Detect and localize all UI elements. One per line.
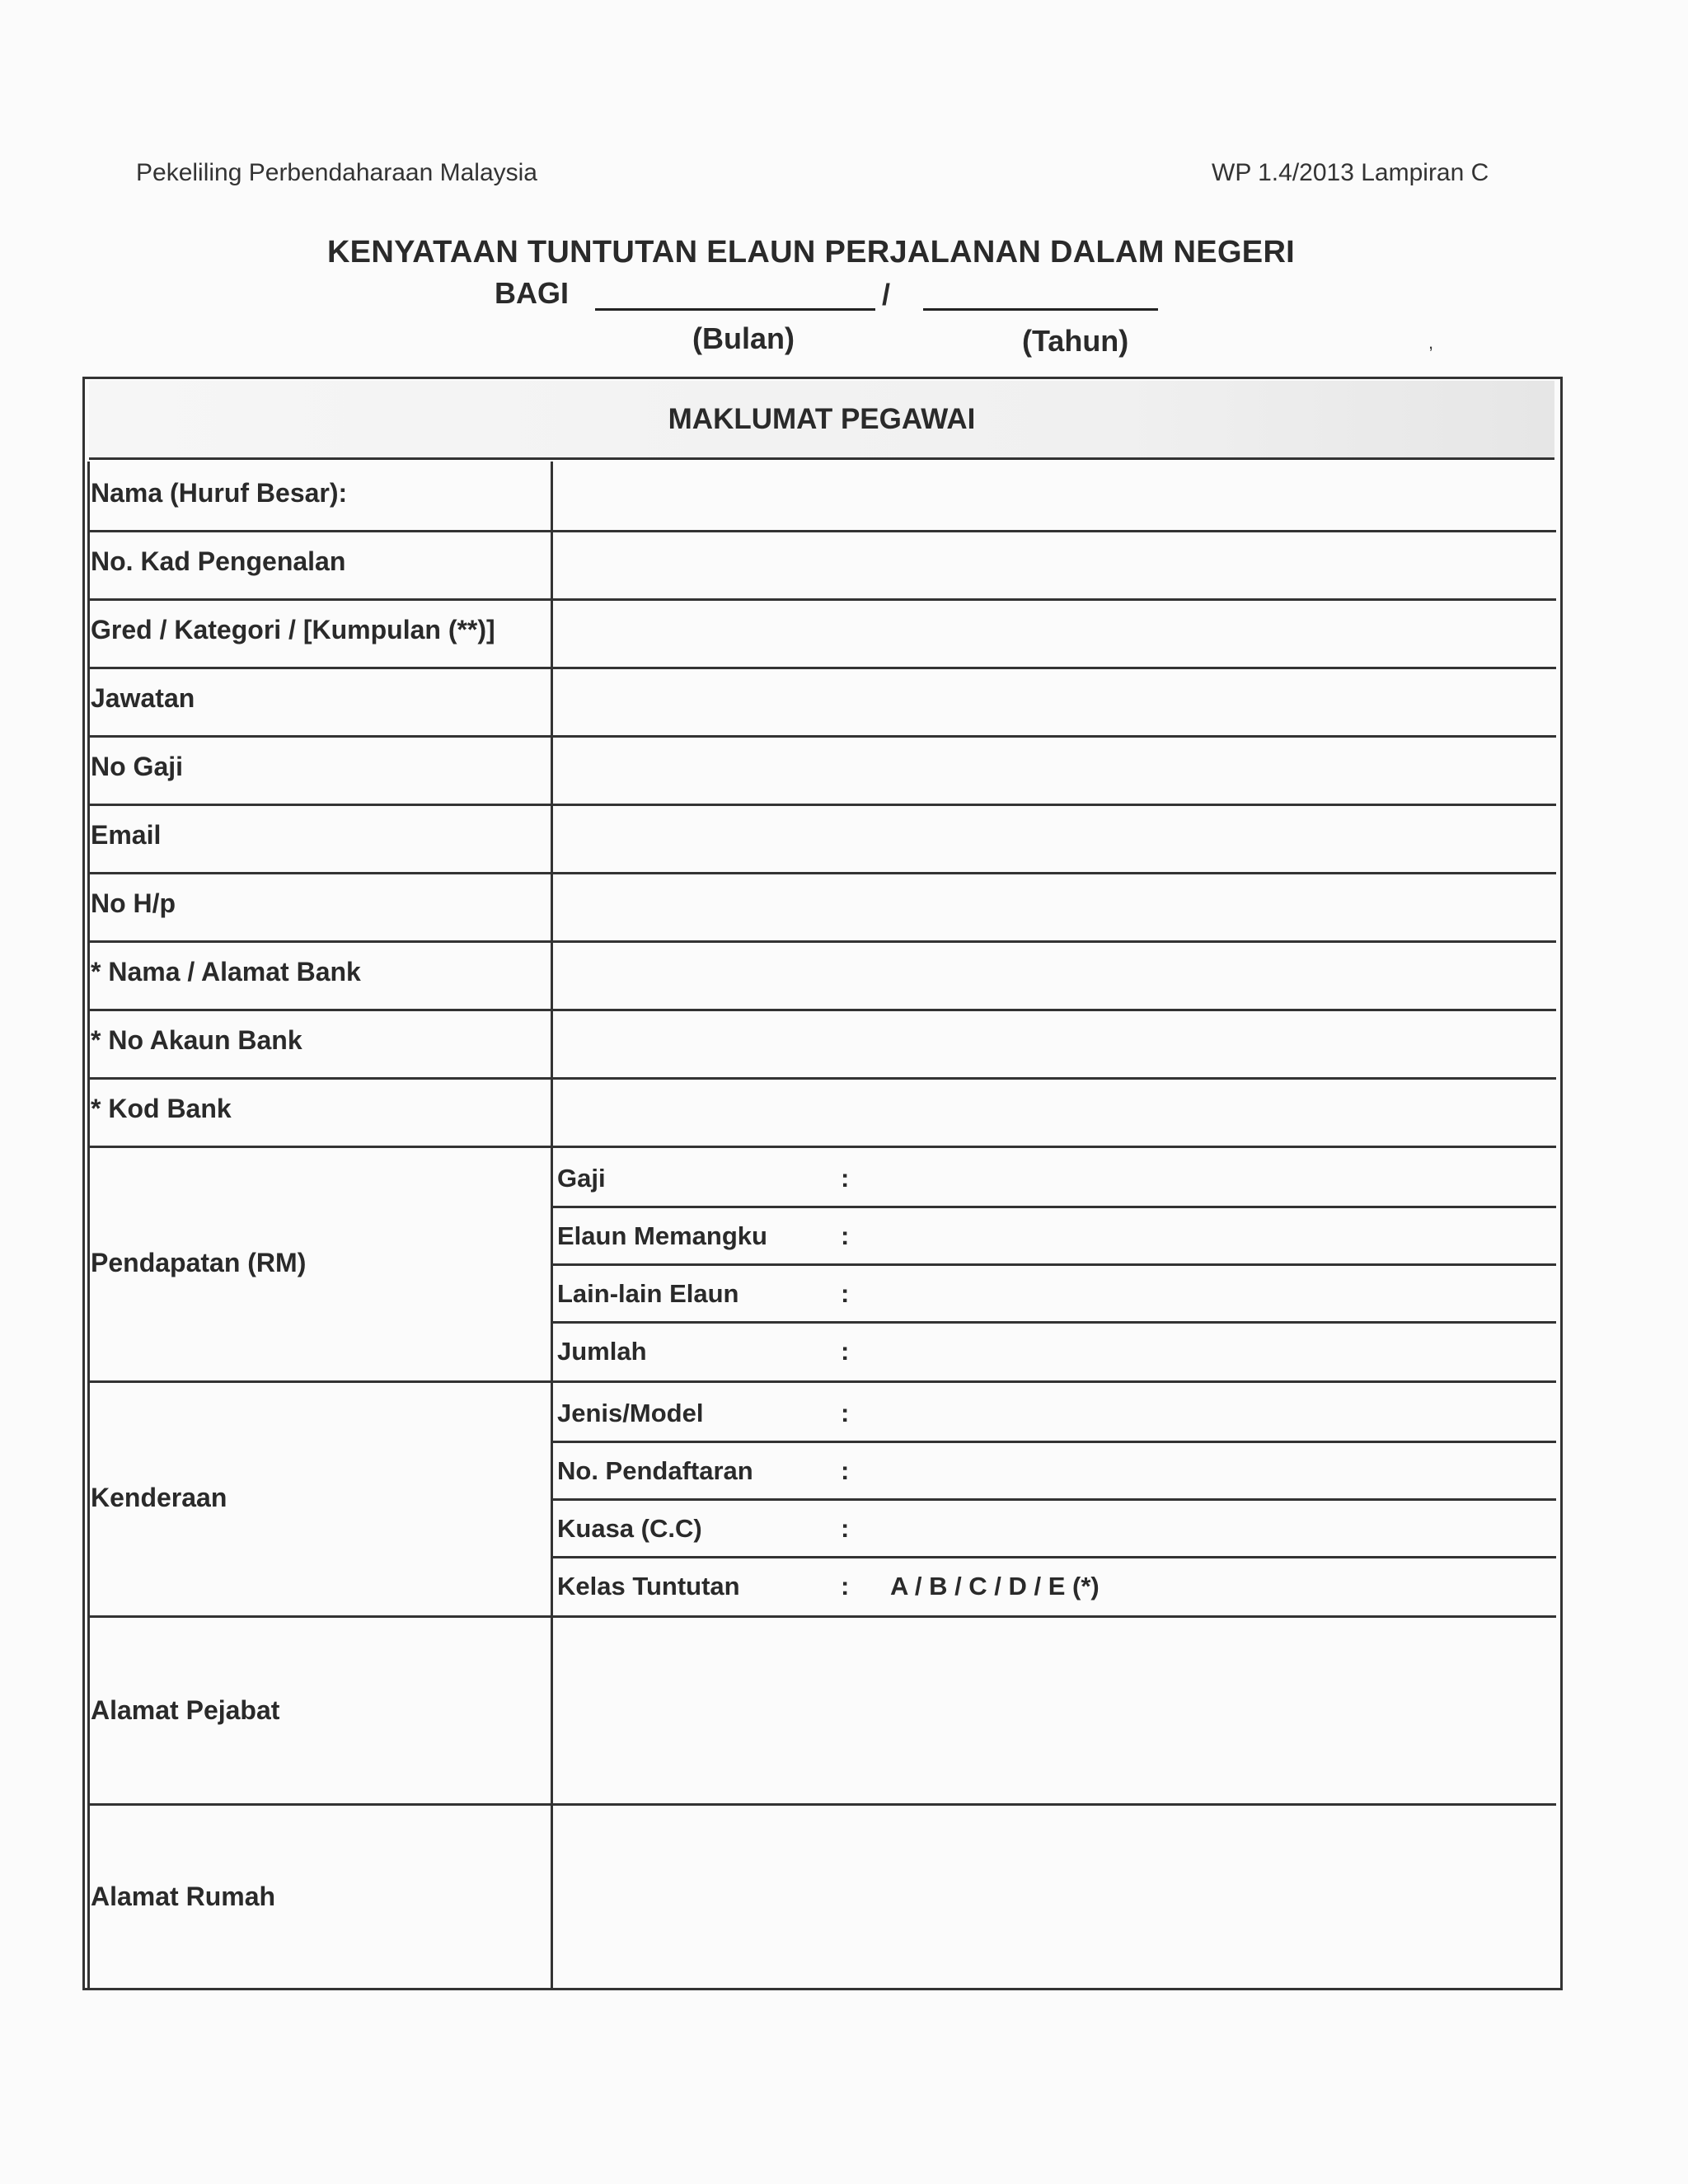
field-lain-lain-elaun[interactable]	[861, 1266, 1554, 1319]
tahun-field[interactable]	[923, 308, 1158, 311]
block-divider	[87, 1380, 1556, 1383]
inner-left-border	[87, 462, 90, 1988]
bagi-label: BAGI	[495, 276, 569, 310]
label-alamat-rumah: Alamat Rumah	[91, 1882, 276, 1911]
label-gaji: Gaji	[557, 1164, 606, 1193]
label-jawatan: Jawatan	[91, 683, 195, 713]
column-divider	[551, 462, 553, 1988]
label-nama-alamat-bank: * Nama / Alamat Bank	[91, 957, 361, 987]
label-kod-bank: * Kod Bank	[91, 1094, 232, 1123]
form-title-text: KENYATAAN TUNTUTAN ELAUN PERJALANAN DALAM NEGERI	[326, 235, 1296, 269]
field-kuasa-cc[interactable]	[861, 1501, 1554, 1554]
document-reference: WP 1.4/2013 Lampiran C	[1212, 159, 1489, 186]
stray-mark: ,	[1428, 332, 1434, 353]
block-divider	[87, 1615, 1556, 1618]
bulan-label: (Bulan)	[692, 321, 795, 355]
field-jawatan[interactable]	[554, 669, 1554, 733]
colon: :	[841, 1279, 850, 1308]
label-no-akaun-bank: * No Akaun Bank	[91, 1025, 302, 1055]
colon: :	[841, 1514, 850, 1543]
label-email: Email	[91, 820, 162, 850]
label-no-pendaftaran: No. Pendaftaran	[557, 1456, 753, 1485]
field-elaun-memangku[interactable]	[861, 1208, 1554, 1262]
field-no-akaun-bank[interactable]	[554, 1011, 1554, 1076]
field-no-gaji[interactable]	[554, 738, 1554, 802]
sub-row-divider	[552, 1556, 1556, 1558]
label-no-kad-pengenalan: No. Kad Pengenalan	[91, 546, 346, 576]
label-elaun-memangku: Elaun Memangku	[557, 1221, 767, 1250]
field-gaji[interactable]	[861, 1151, 1554, 1204]
form-title	[0, 235, 1688, 270]
field-no-hp[interactable]	[554, 874, 1554, 939]
label-kelas-tuntutan: Kelas Tuntutan	[557, 1572, 740, 1601]
field-nama[interactable]	[554, 464, 1554, 528]
label-pendapatan: Pendapatan (RM)	[91, 1248, 307, 1277]
label-gred: Gred / Kategori / [Kumpulan (**)]	[91, 615, 495, 644]
field-nama-alamat-bank[interactable]	[554, 943, 1554, 1007]
tahun-label: (Tahun)	[1022, 324, 1129, 358]
field-jumlah[interactable]	[861, 1324, 1554, 1377]
label-no-hp: No H/p	[91, 888, 176, 918]
field-alamat-pejabat[interactable]	[554, 1620, 1554, 1801]
colon: :	[841, 1456, 850, 1485]
label-jumlah: Jumlah	[557, 1337, 647, 1366]
bulan-field[interactable]	[595, 308, 875, 311]
label-kenderaan: Kenderaan	[91, 1483, 227, 1512]
colon: :	[841, 1572, 850, 1601]
field-kod-bank[interactable]	[554, 1080, 1554, 1144]
label-nama: Nama (Huruf Besar):	[91, 478, 348, 508]
label-kuasa-cc: Kuasa (C.C)	[557, 1514, 702, 1543]
colon: :	[841, 1221, 850, 1250]
colon: :	[841, 1399, 850, 1427]
label-jenis-model: Jenis/Model	[557, 1399, 704, 1427]
label-alamat-pejabat: Alamat Pejabat	[91, 1695, 280, 1725]
label-no-gaji: No Gaji	[91, 752, 184, 781]
field-email[interactable]	[554, 806, 1554, 870]
block-divider	[87, 1803, 1556, 1806]
field-no-kad-pengenalan[interactable]	[554, 532, 1554, 597]
field-no-pendaftaran[interactable]	[861, 1443, 1554, 1497]
field-gred[interactable]	[554, 601, 1554, 665]
kelas-tuntutan-options[interactable]: A / B / C / D / E (*)	[890, 1572, 1100, 1601]
colon: :	[841, 1164, 850, 1193]
field-alamat-rumah[interactable]	[554, 1808, 1554, 1985]
period-separator: /	[882, 278, 891, 312]
section-heading: MAKLUMAT PEGAWAI	[89, 381, 1554, 460]
row-divider	[87, 1146, 1556, 1148]
field-jenis-model[interactable]	[861, 1385, 1554, 1439]
circular-reference: Pekeliling Perbendaharaan Malaysia	[136, 159, 537, 186]
label-lain-lain-elaun: Lain-lain Elaun	[557, 1279, 739, 1308]
colon: :	[841, 1337, 850, 1366]
